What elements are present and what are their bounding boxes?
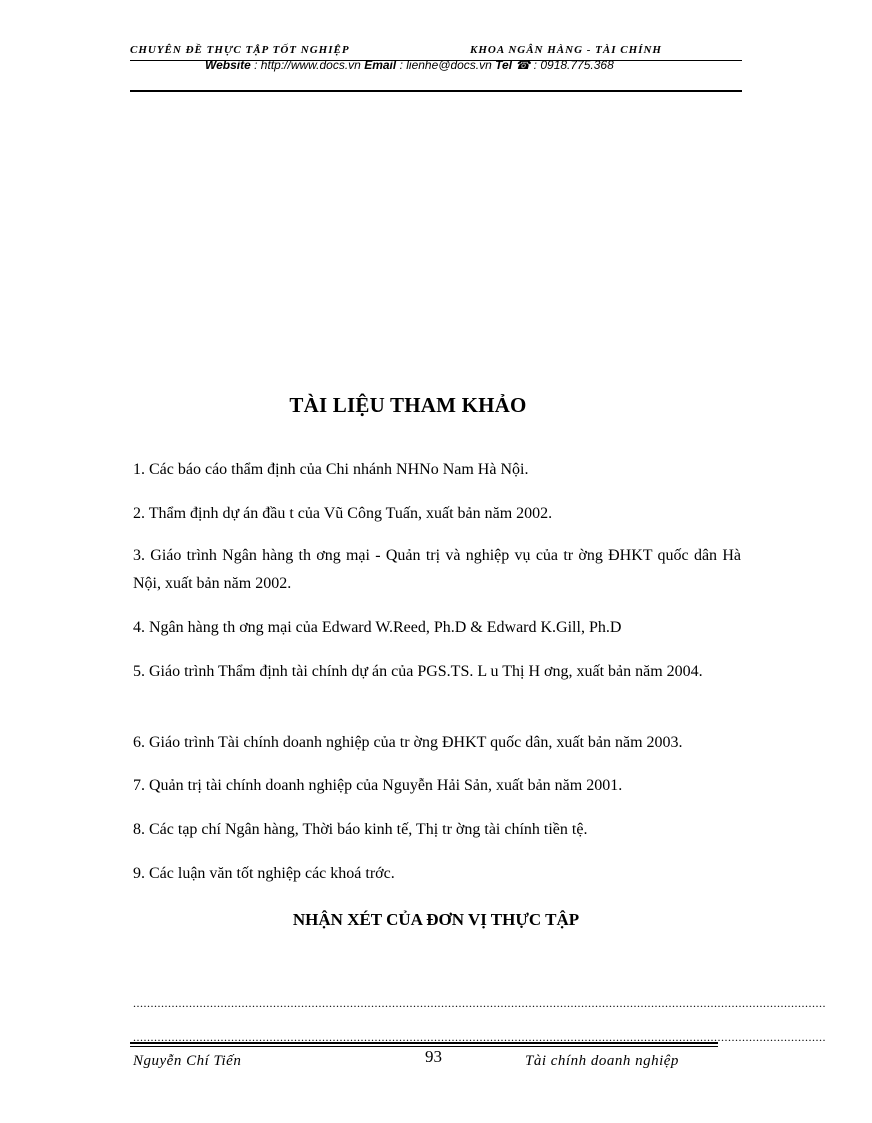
header-left-title: CHUYÊN ĐỀ THỰC TẬP TỐT NGHIỆP [130,44,350,56]
dotted-line: ...................................................................................................................................................................................................... [133,996,826,1010]
tel-label: Tel [495,58,513,72]
section-subtitle: NHẬN XÉT CỦA ĐƠN VỊ THỰC TẬP [292,910,580,929]
reference-item: 8. Các tạp chí Ngân hàng, Thời báo kinh tế, Thị tr ờng tài chính tiền tệ. [133,821,588,838]
footer-rule-thin [130,1046,718,1047]
header-right-title: KHOA NGÂN HÀNG - TÀI CHÍNH [470,44,662,56]
email-label: Email [364,58,397,72]
reference-item: 6. Giáo trình Tài chính doanh nghiệp của tr ờng ĐHKT quốc dân, xuất bản năm 2003. [133,734,683,751]
reference-item: 3. Giáo trình Ngân hàng th ơng mại - Quản trị và nghiệp vụ của tr ờng ĐHKT quốc dân Hà Nội, xuất bản năm 2002. [133,547,741,592]
header-rule [130,90,742,92]
reference-item: 5. Giáo trình Thẩm định tài chính dự án của PGS.TS. L u Thị H ơng, xuất bản năm 2004. [133,663,703,680]
email-value: : lienhe@docs.vn [399,58,492,72]
page-number: 93 [425,1047,442,1066]
reference-item: 9. Các luận văn tốt nghiệp các khoá trớc. [133,865,395,882]
reference-item: 1. Các báo cáo thẩm định của Chi nhánh NHNo Nam Hà Nội. [133,461,529,478]
footer-rule [130,1042,718,1044]
reference-item: 7. Quản trị tài chính doanh nghiệp của Nguyễn Hải Sản, xuất bản năm 2001. [133,777,623,794]
reference-item: 4. Ngân hàng th ơng mại của Edward W.Reed, Ph.D & Edward K.Gill, Ph.D [133,619,622,636]
tel-value: ☎ : 0918.775.368 [515,58,614,72]
page-title: TÀI LIỆU THAM KHẢO [289,393,527,417]
footer-subject: Tài chính doanh nghiệp [525,1053,679,1069]
header-contact [205,58,614,72]
website-value: : http://www.docs.vn [254,58,361,72]
footer-author: Nguyễn Chí Tiến [133,1053,242,1069]
dotted-line: ...................................................................................................................................................................................................... [133,1030,826,1044]
reference-item: 2. Thẩm định dự án đầu t của Vũ Công Tuấn, xuất bản năm 2002. [133,505,553,522]
website-label: Website [205,58,251,72]
